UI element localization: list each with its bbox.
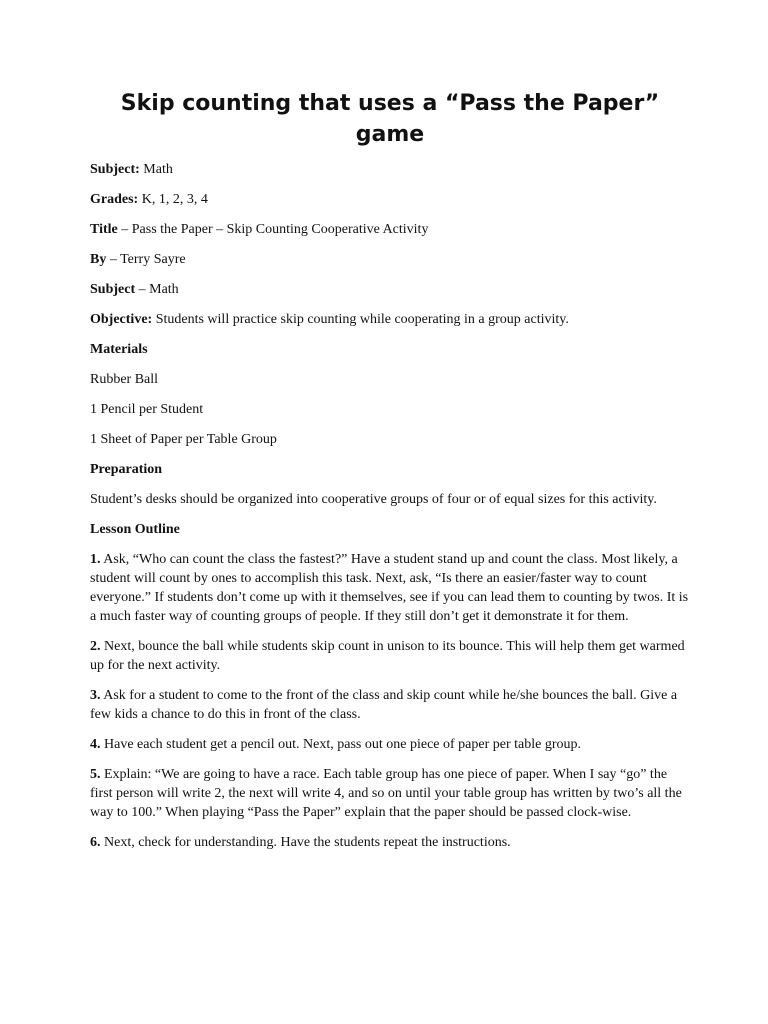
meta-value: Math — [143, 162, 173, 177]
materials-item: 1 Pencil per Student — [90, 402, 204, 417]
materials-item: 1 Sheet of Paper per Table Group — [90, 432, 277, 447]
step-text: Ask for a student to come to the front of the class and skip count while he/she bounces the ball. Give a few kids a chance to do this in front of the class. — [90, 688, 678, 722]
meta-subject — [90, 160, 690, 179]
preparation-text: Student’s desks should be organized into cooperative groups of four or of equal sizes for this activity. — [90, 492, 657, 507]
materials-heading: Materials — [90, 342, 148, 357]
lesson-step — [90, 550, 690, 626]
step-number: 3. — [90, 688, 101, 703]
lesson-step — [90, 686, 690, 724]
step-text: Have each student get a pencil out. Next, pass out one piece of paper per table group. — [104, 737, 581, 752]
materials-item: Rubber Ball — [90, 372, 159, 387]
meta-subject-2: Subject – Math — [90, 282, 179, 297]
meta-label: Objective: — [90, 312, 153, 327]
lesson-outline-heading: Lesson Outline — [90, 522, 180, 537]
meta-label: Grades: — [90, 192, 139, 207]
meta-label: By — [90, 252, 107, 267]
step-text: Explain: “We are going to have a race. Each table group has one piece of paper. When I say “go” the first person will write 2, the next will write 4, and so on until your table group has written by two’s all the way to 100.” When playing “Pass the Paper” explain that the paper should be passed clock-wise. — [90, 767, 682, 820]
lesson-step — [90, 637, 690, 675]
step-number: 2. — [90, 639, 101, 654]
meta-value: K, 1, 2, 3, 4 — [141, 192, 208, 207]
step-number: 4. — [90, 737, 101, 752]
meta-label: Title — [90, 222, 118, 237]
meta-label: Subject: — [90, 162, 140, 177]
preparation-heading: Preparation — [90, 462, 163, 477]
meta-value: Math — [149, 282, 179, 297]
step-text: Next, check for understanding. Have the students repeat the instructions. — [104, 835, 511, 850]
document-title: Skip counting that uses a “Pass the Paper” game — [120, 91, 660, 147]
meta-value: Pass the Paper – Skip Counting Cooperative Activity — [131, 222, 429, 237]
step-text: Ask, “Who can count the class the fastest?” Have a student stand up and count the class. Most likely, a student will count by ones to accomplish this task. Next, ask, “Is there an easier/faster way to count everyone.” If students don’t come up with it themselves, see if you can lead them to counting by twos. It is a much faster way of counting groups of people. If they still don’t get it demonstrate it for them. — [90, 552, 689, 624]
lesson-step — [90, 735, 690, 754]
meta-title: Title – Pass the Paper – Skip Counting Cooperative Activity — [90, 222, 429, 237]
step-text: Next, bounce the ball while students skip count in unison to its bounce. This will help them get warmed up for the next activity. — [90, 639, 685, 673]
meta-value: Students will practice skip counting while cooperating in a group activity. — [155, 312, 569, 327]
lesson-step — [90, 765, 690, 822]
step-number: 1. — [90, 552, 101, 567]
meta-value: Terry Sayre — [120, 252, 186, 267]
meta-objective — [90, 310, 690, 329]
meta-grades — [90, 190, 690, 209]
document-page — [90, 88, 690, 863]
step-number: 5. — [90, 767, 101, 782]
meta-label: Subject — [90, 282, 136, 297]
meta-author: By – Terry Sayre — [90, 252, 186, 267]
step-number: 6. — [90, 835, 101, 850]
lesson-step — [90, 833, 690, 852]
